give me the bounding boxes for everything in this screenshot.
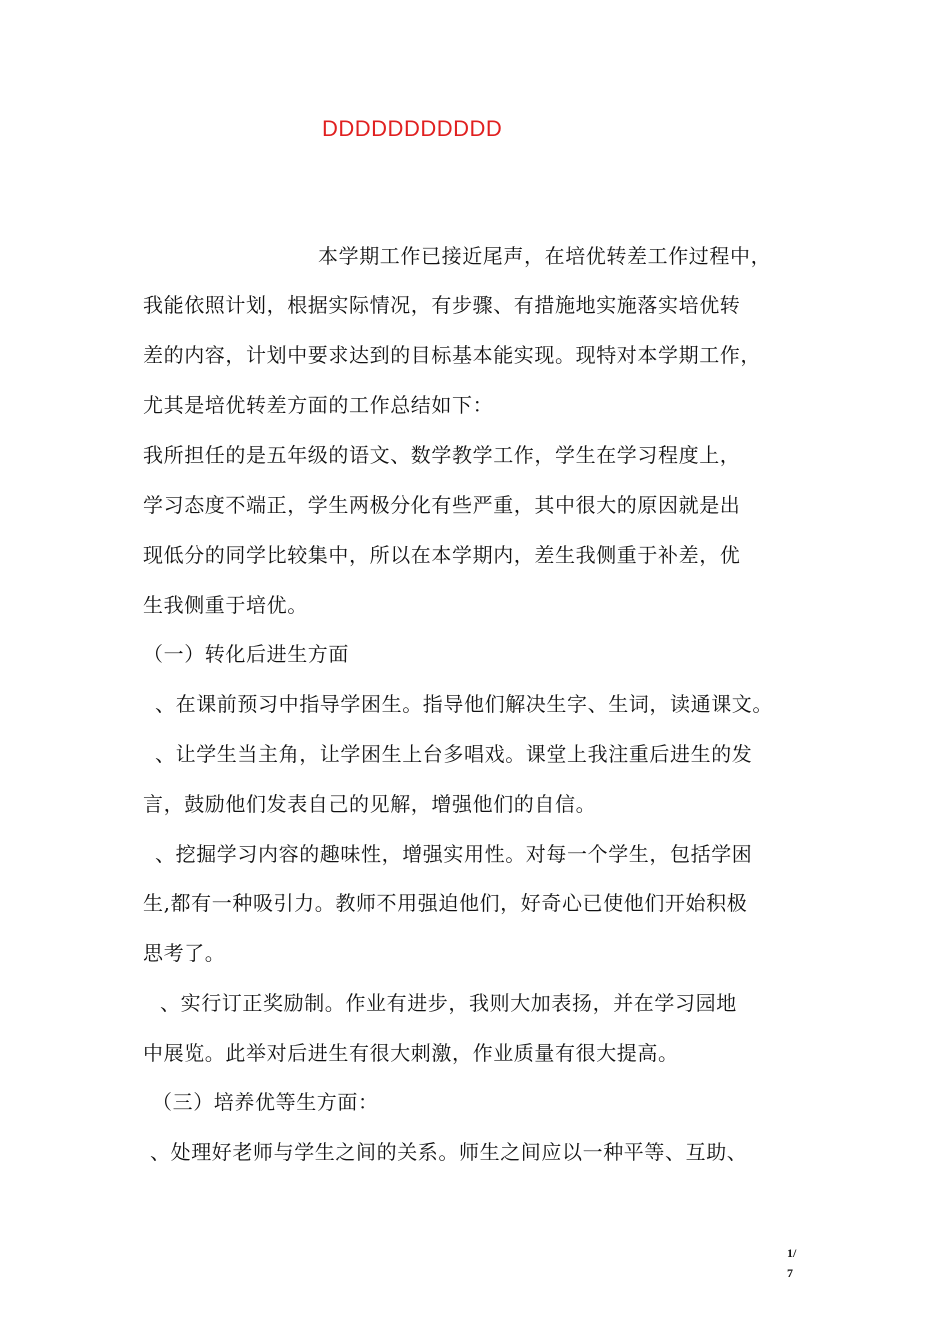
- section-heading: （一）转化后进生方面: [143, 642, 349, 666]
- document-title: DDDDDDDDDDD: [322, 116, 503, 141]
- paragraph-line: 、挖掘学习内容的趣味性，增强实用性。对每一个学生，包括学困: [155, 842, 753, 866]
- paragraph-line: 学习态度不端正，学生两极分化有些严重，其中很大的原因就是出: [143, 493, 741, 517]
- paragraph-line: 我所担任的是五年级的语文、数学教学工作，学生在学习程度上，: [143, 443, 741, 467]
- paragraph-line: 言，鼓励他们发表自己的见解，增强他们的自信。: [143, 792, 597, 816]
- page-number-bottom: 7: [787, 1266, 793, 1280]
- section-heading: （三）培养优等生方面：: [152, 1090, 379, 1114]
- paragraph-line: 本学期工作已接近尾声，在培优转差工作过程中，: [318, 244, 772, 268]
- paragraph-line: 生,都有一种吸引力。教师不用强迫他们，好奇心已使他们开始积极: [143, 891, 748, 915]
- paragraph-line: 中展览。此举对后进生有很大刺激，作业质量有很大提高。: [143, 1041, 679, 1065]
- paragraph-line: 差的内容，计划中要求达到的目标基本能实现。现特对本学期工作，: [143, 343, 761, 367]
- paragraph-line: 生我侧重于培优。: [143, 593, 308, 617]
- paragraph-line: 、在课前预习中指导学困生。指导他们解决生字、生词，读通课文。: [155, 692, 773, 716]
- page-number-top: 1/: [787, 1246, 797, 1260]
- paragraph-line: 尤其是培优转差方面的工作总结如下：: [143, 393, 494, 417]
- paragraph-line: 思考了。: [143, 941, 226, 965]
- paragraph-line: 我能依照计划，根据实际情况，有步骤、有措施地实施落实培优转: [143, 293, 741, 317]
- paragraph-line: 、让学生当主角，让学困生上台多唱戏。课堂上我注重后进生的发: [155, 742, 753, 766]
- paragraph-line: 、处理好老师与学生之间的关系。师生之间应以一种平等、互助、: [150, 1140, 748, 1164]
- paragraph-line: 、实行订正奖励制。作业有进步，我则大加表扬，并在学习园地: [160, 991, 737, 1015]
- paragraph-line: 现低分的同学比较集中，所以在本学期内，差生我侧重于补差，优: [143, 543, 741, 567]
- page-number: [787, 1243, 796, 1283]
